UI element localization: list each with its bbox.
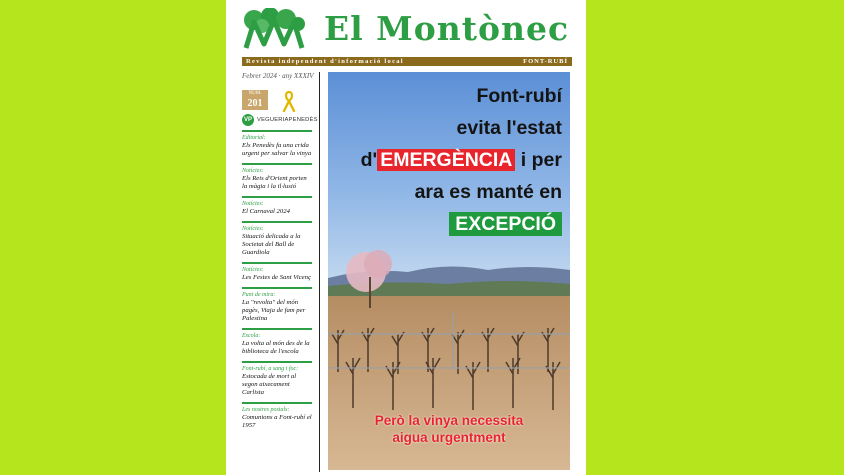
sidebar-item-headline: Comunions a Font-rubí el 1957: [242, 414, 312, 429]
cover-photo: [328, 72, 570, 470]
exception-highlight: EXCEPCIÓ: [449, 212, 562, 236]
sidebar-item-category: Notícies:: [242, 201, 264, 207]
headline-line-4: ara es manté en: [414, 181, 562, 203]
issue-number-badge: [242, 90, 268, 110]
headline-prefix: d': [360, 149, 378, 171]
sidebar-item[interactable]: [242, 196, 312, 221]
sidebar-item[interactable]: [242, 328, 312, 361]
magazine-cover: [226, 0, 586, 475]
sidebar-item[interactable]: [242, 287, 312, 328]
sponsor-logo: [242, 114, 318, 126]
sidebar-item[interactable]: [242, 130, 312, 163]
sidebar-item-category: Editorial:: [242, 135, 266, 141]
issue-date: Febrer 2024 · any XXXIV: [242, 72, 314, 80]
sidebar-item-category: Les nostres postals:: [242, 407, 290, 413]
tagline-line-1: Però la vinya necessita: [374, 413, 524, 428]
sidebar-item-category: Escola:: [242, 333, 261, 339]
cover-tagline: [328, 412, 570, 446]
masthead-subtitle: Revista independent d'informació local: [246, 58, 404, 65]
emergency-highlight: EMERGÈNCIA: [377, 149, 515, 171]
masthead-title: El Montònec: [324, 9, 570, 48]
issue-number-label: NÚM.: [248, 91, 262, 96]
sidebar-item-category: Notícies:: [242, 267, 264, 273]
sidebar-item[interactable]: [242, 361, 312, 402]
cover-headline: [330, 80, 562, 240]
sidebar-item-headline: Els Reis d'Orient porten la màgia i la il·lusió: [242, 175, 307, 190]
tree-logo-icon: [240, 8, 308, 50]
sidebar-item[interactable]: [242, 163, 312, 196]
headline-line-3: [330, 144, 562, 176]
headline-line-5: [330, 208, 562, 240]
sidebar-item-headline: Estocada de mort al segon aixecament Carlista: [242, 373, 297, 396]
issue-number: 201: [247, 98, 263, 109]
sidebar-item[interactable]: [242, 402, 312, 435]
sidebar-item-headline: Situació delicada a la Societat del Ball de Guardiola: [242, 233, 301, 256]
sponsor-badge-icon: VP: [242, 114, 254, 126]
yellow-ribbon-icon: [282, 90, 296, 112]
sidebar-item-headline: El Carnaval 2024: [242, 208, 290, 215]
sidebar-item-category: Font-rubí, a sang i foc:: [242, 366, 299, 372]
sidebar-item-headline: La "revolta" del món pagès, Viaja de fam per Palestina: [242, 299, 306, 322]
headline-line-1: Font-rubí: [476, 85, 562, 107]
sidebar-item-category: Notícies:: [242, 226, 264, 232]
sidebar-contents: [242, 130, 312, 435]
sidebar-item[interactable]: [242, 262, 312, 287]
tagline-line-2: aigua urgentment: [392, 430, 506, 445]
sidebar-item-headline: Les Festes de Sant Vicenç: [242, 274, 311, 281]
sidebar-item-category: Punt de mira:: [242, 292, 276, 298]
sidebar-item-category: Notícies:: [242, 168, 264, 174]
column-divider: [319, 72, 320, 472]
sidebar-item[interactable]: [242, 221, 312, 262]
headline-line-2: evita l'estat: [456, 117, 562, 139]
sidebar-item-headline: Els Penedès fa una crida urgent per salvar la vinya: [242, 142, 312, 157]
sponsor-name: VEGUERIAPENEDÈS: [257, 117, 318, 123]
masthead-band: [242, 57, 572, 66]
headline-suffix: i per: [515, 149, 562, 171]
sidebar-item-headline: La volta al món des de la biblioteca de l'escola: [242, 340, 310, 355]
masthead-location: FONT-RUBÍ: [523, 58, 568, 65]
